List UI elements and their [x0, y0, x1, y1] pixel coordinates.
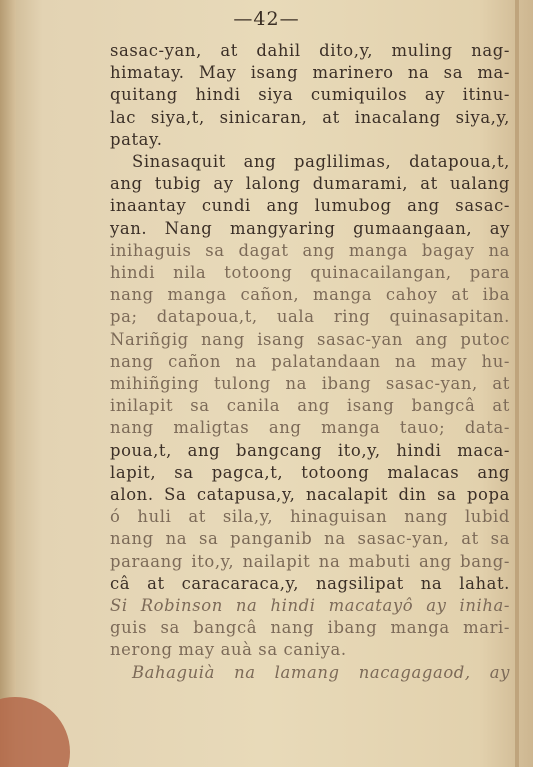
- text-line: sasac-yan, at dahil dito,y, muling nag-: [110, 41, 510, 60]
- text-line: poua,t, ang bangcang ito,y, hindi maca-: [110, 440, 510, 460]
- body-text: [110, 40, 510, 684]
- text-line: nerong may auà sa caniya.: [110, 640, 347, 660]
- text-line: quitang hindi siya cumiquilos ay itinu-: [110, 85, 510, 105]
- text-line: inihaguis sa dagat ang manga bagay na: [110, 240, 510, 260]
- text-line: himatay. May isang marinero na sa ma-: [110, 63, 510, 83]
- text-line: hindi nila totoong quinacailangan, para: [110, 263, 510, 283]
- book-spine: [0, 0, 16, 767]
- text-line: nang maligtas ang manga tauo; data-: [110, 418, 510, 438]
- text-line: inaantay cundi ang lumubog ang sasac-: [110, 196, 510, 216]
- text-line: câ at caracaraca,y, nagsilipat na lahat.: [110, 573, 510, 593]
- text-line: yan. Nang mangyaring gumaangaan, ay: [110, 218, 510, 238]
- text-line: patay.: [110, 129, 163, 149]
- worn-corner: [0, 697, 70, 767]
- text-line: pa; datapoua,t, uala ring quinasapitan.: [110, 307, 510, 327]
- text-line: guis sa bangcâ nang ibang manga mari-: [110, 618, 510, 638]
- text-line: nang manga cañon, manga cahoy at iba: [110, 285, 510, 305]
- text-line: ó huli at sila,y, hinaguisan nang lubid: [110, 507, 510, 527]
- text-line: Si Robinson na hindi macatayô ay iniha-: [110, 596, 510, 616]
- page-edge: [515, 0, 519, 767]
- text-line: Sinasaquit ang paglilimas, datapoua,t,: [132, 152, 510, 172]
- text-line: paraang ito,y, nailapit na mabuti ang bang-: [110, 551, 510, 571]
- page-number: —42—: [233, 8, 300, 30]
- text-line: nang na sa panganib na sasac-yan, at sa: [110, 529, 510, 549]
- text-line: ang tubig ay lalong dumarami, at ualang: [110, 174, 510, 194]
- text-line: Nariñgig nang isang sasac-yan ang putoc: [110, 329, 510, 349]
- text-line: mihiñging tulong na ibang sasac-yan, at: [110, 374, 510, 394]
- text-line: inilapit sa canila ang isang bangcâ at: [110, 396, 510, 416]
- text-line: alon. Sa catapusa,y, nacalapit din sa popa: [110, 485, 510, 505]
- text-line: nang cañon na palatandaan na may hu-: [110, 351, 510, 371]
- text-line: lapit, sa pagca,t, totoong malacas ang: [110, 462, 510, 482]
- text-line: lac siya,t, sinicaran, at inacalang siya,y,: [110, 107, 510, 127]
- text-line: Bahaguià na lamang nacagagaod, ay: [132, 662, 510, 682]
